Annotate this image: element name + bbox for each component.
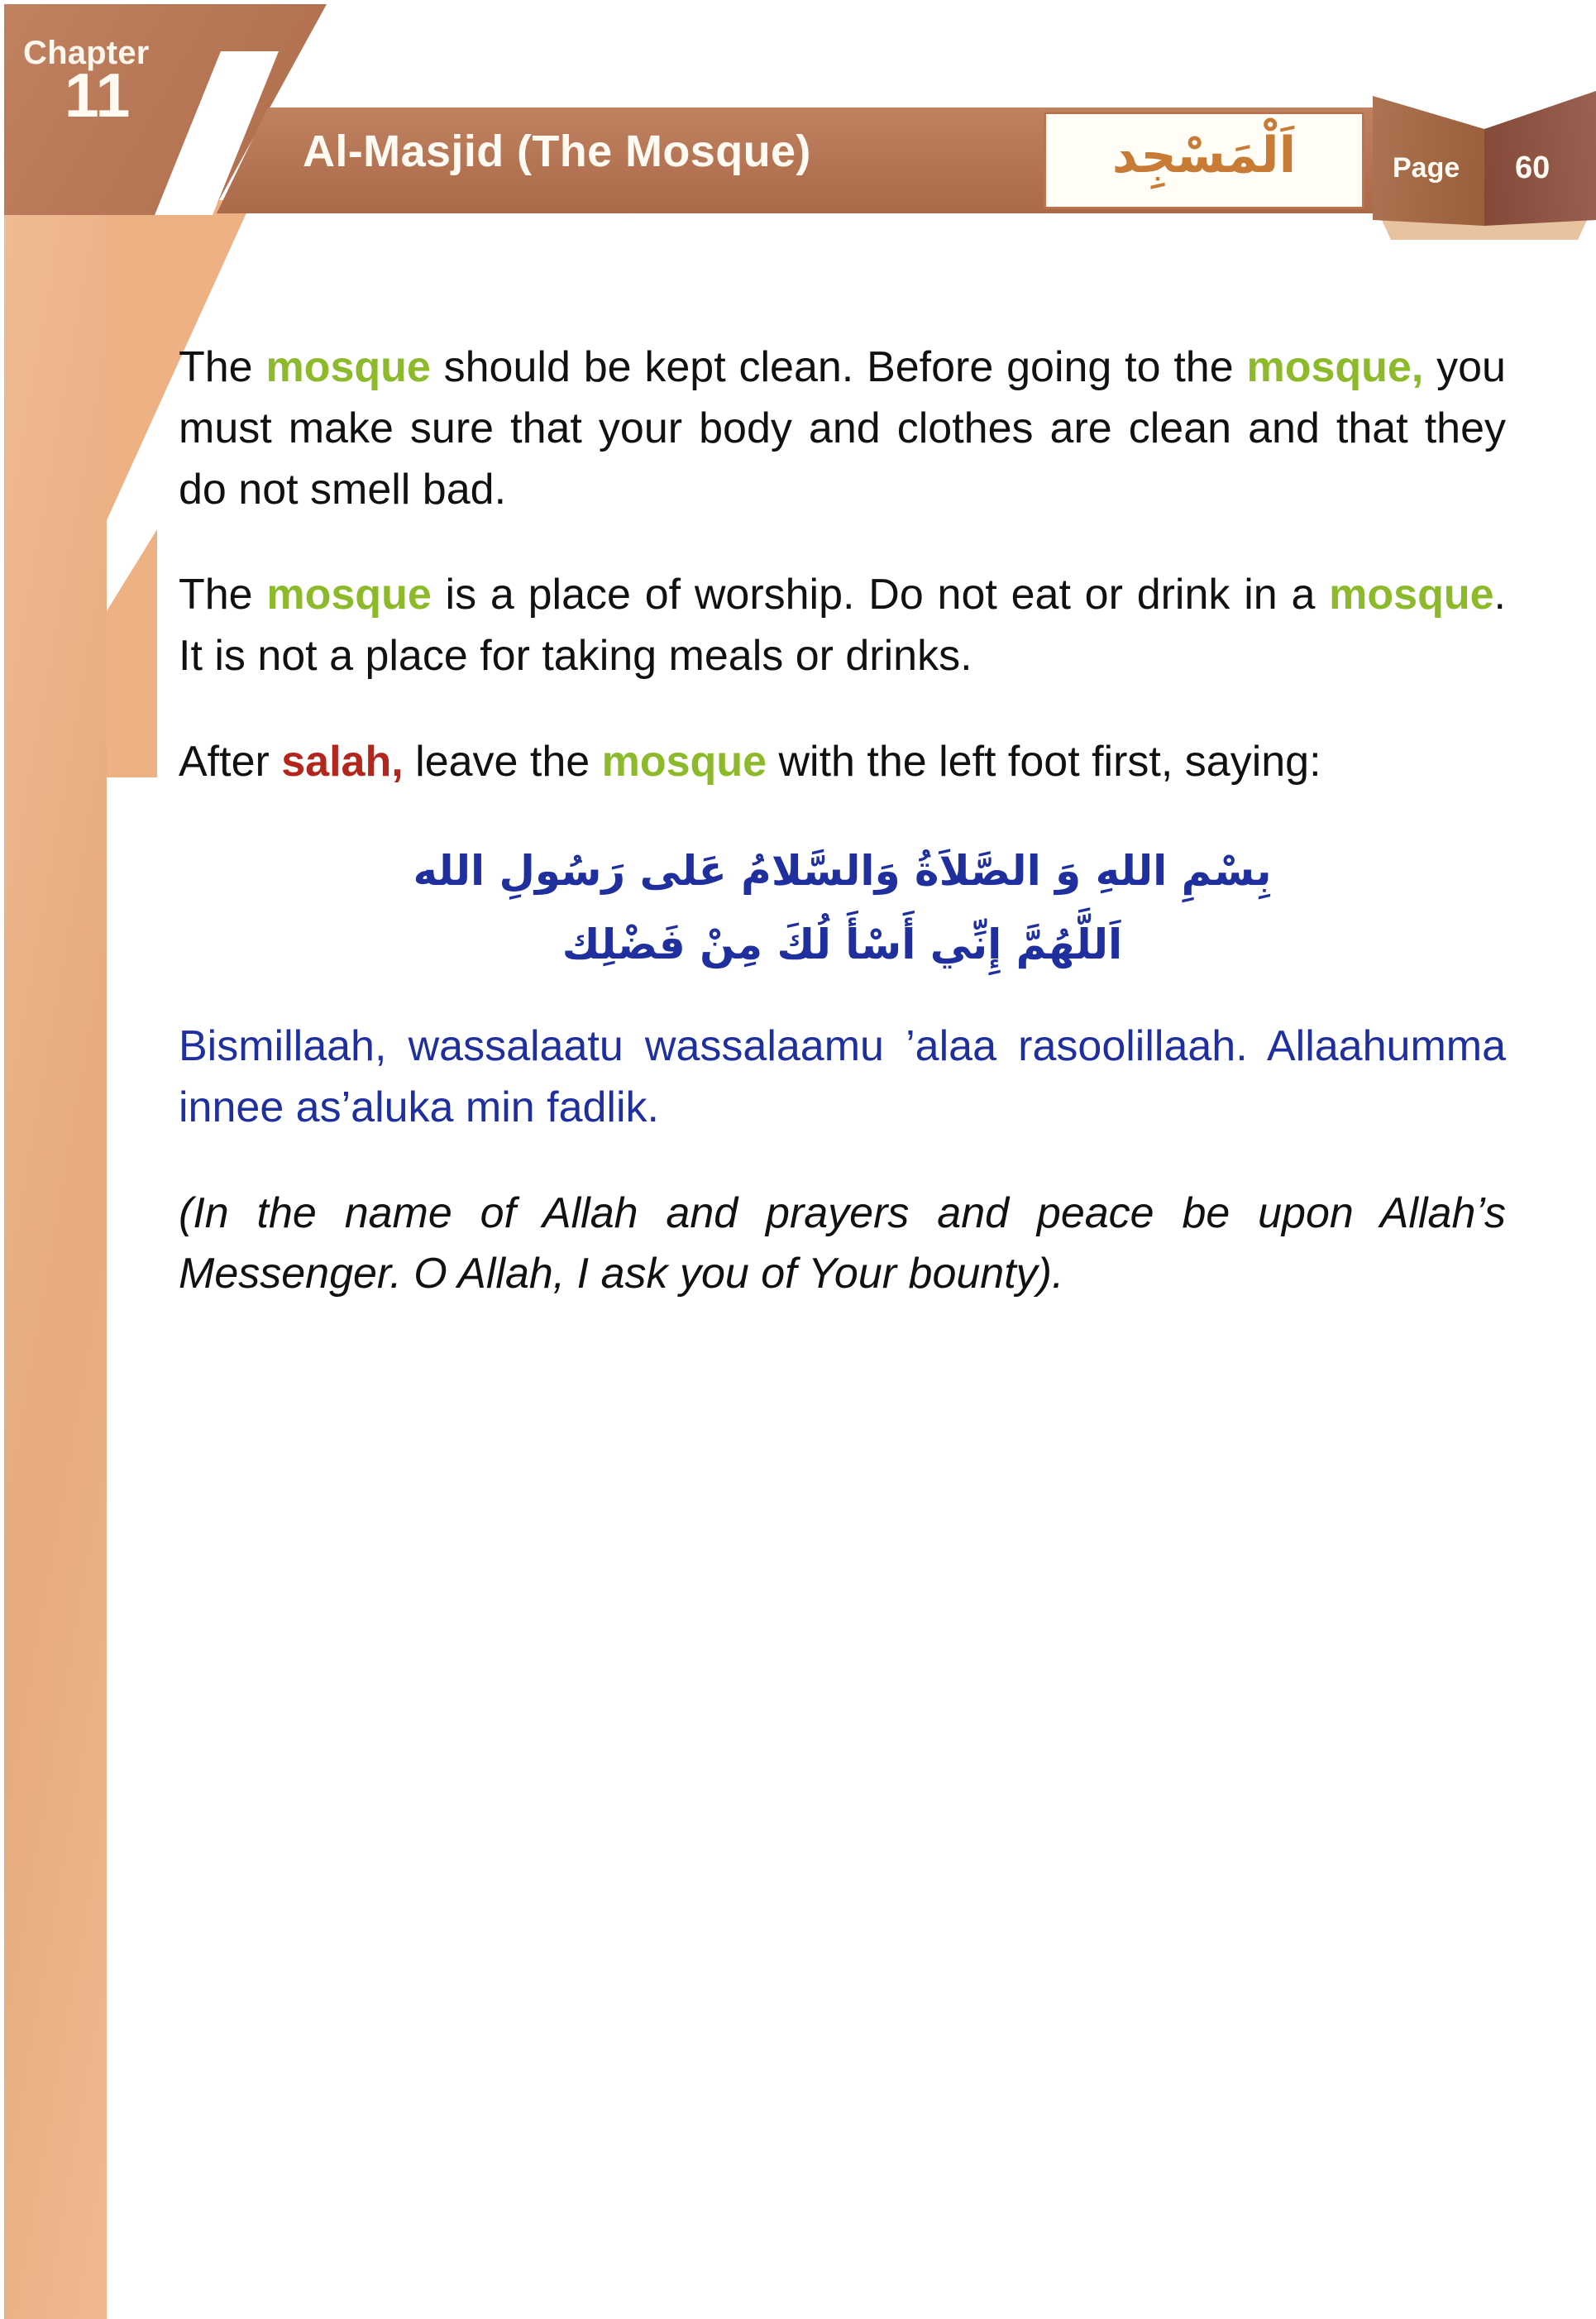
p1-highlight-mosque-1: mosque: [265, 343, 431, 391]
dua-translation: (In the name of Allah and prayers and peace be upon Allah’s Messenger. O Allah, I ask you of Your bounty).: [179, 1188, 1506, 1298]
p2-text-1: The: [179, 571, 267, 619]
page-label: Page: [1393, 152, 1460, 184]
chapter-label: Chapter: [23, 35, 150, 71]
p2-text-3: . It is not a place for taking meals or drinks.: [179, 571, 1506, 681]
dua-arabic-line-2: اَللَّهُمَّ إِنِّي أَسْأَ لُكَ مِنْ فَضْلِك: [561, 920, 1123, 968]
p2-text-2: is a place of worship. Do not eat or drink in a: [431, 571, 1330, 619]
paragraph-leaving: [179, 732, 1506, 793]
p1-text-1: The: [179, 343, 266, 391]
open-book-icon: [1373, 81, 1596, 238]
p3-text-2: leave the: [403, 738, 602, 787]
page-title: Al-Masjid (The Mosque): [303, 127, 811, 176]
p3-highlight-salah: salah,: [281, 738, 404, 787]
paragraph-worship: [179, 565, 1506, 687]
chapter-number: 11: [65, 60, 131, 130]
dua-arabic-line-1: بِسْمِ اللهِ وَ الصَّلاَةُ وَالسَّلامُ عَلى رَسُولِ الله: [413, 846, 1272, 895]
p3-highlight-mosque: mosque: [601, 738, 767, 787]
dua-transliteration: Bismillaah, wassalaatu wassalaamu ’alaa rasoolillaah. Allaahumma innee as’aluka min fadlik.: [179, 1021, 1506, 1131]
arabic-title-box: [1044, 112, 1364, 209]
sidebar-decoration-band: [4, 200, 107, 2319]
p2-highlight-mosque-2: mosque: [1329, 571, 1494, 619]
p3-text-3: with the left foot first, saying:: [767, 738, 1321, 787]
p1-highlight-mosque-2: mosque,: [1246, 343, 1424, 391]
paragraph-cleanliness: [179, 337, 1506, 520]
p1-text-3: you must make sure that your body and clothes are clean and that they do not smell bad.: [179, 343, 1506, 514]
arabic-title-text: اَلْمَسْجِد: [1111, 127, 1297, 184]
p2-highlight-mosque-1: mosque: [266, 571, 432, 619]
page-number: 60: [1515, 151, 1551, 185]
p1-text-2: should be kept clean. Before going to the: [430, 343, 1247, 391]
p3-text-1: After: [179, 738, 282, 787]
dua-arabic: [179, 838, 1506, 978]
body-content: [179, 337, 1506, 1305]
